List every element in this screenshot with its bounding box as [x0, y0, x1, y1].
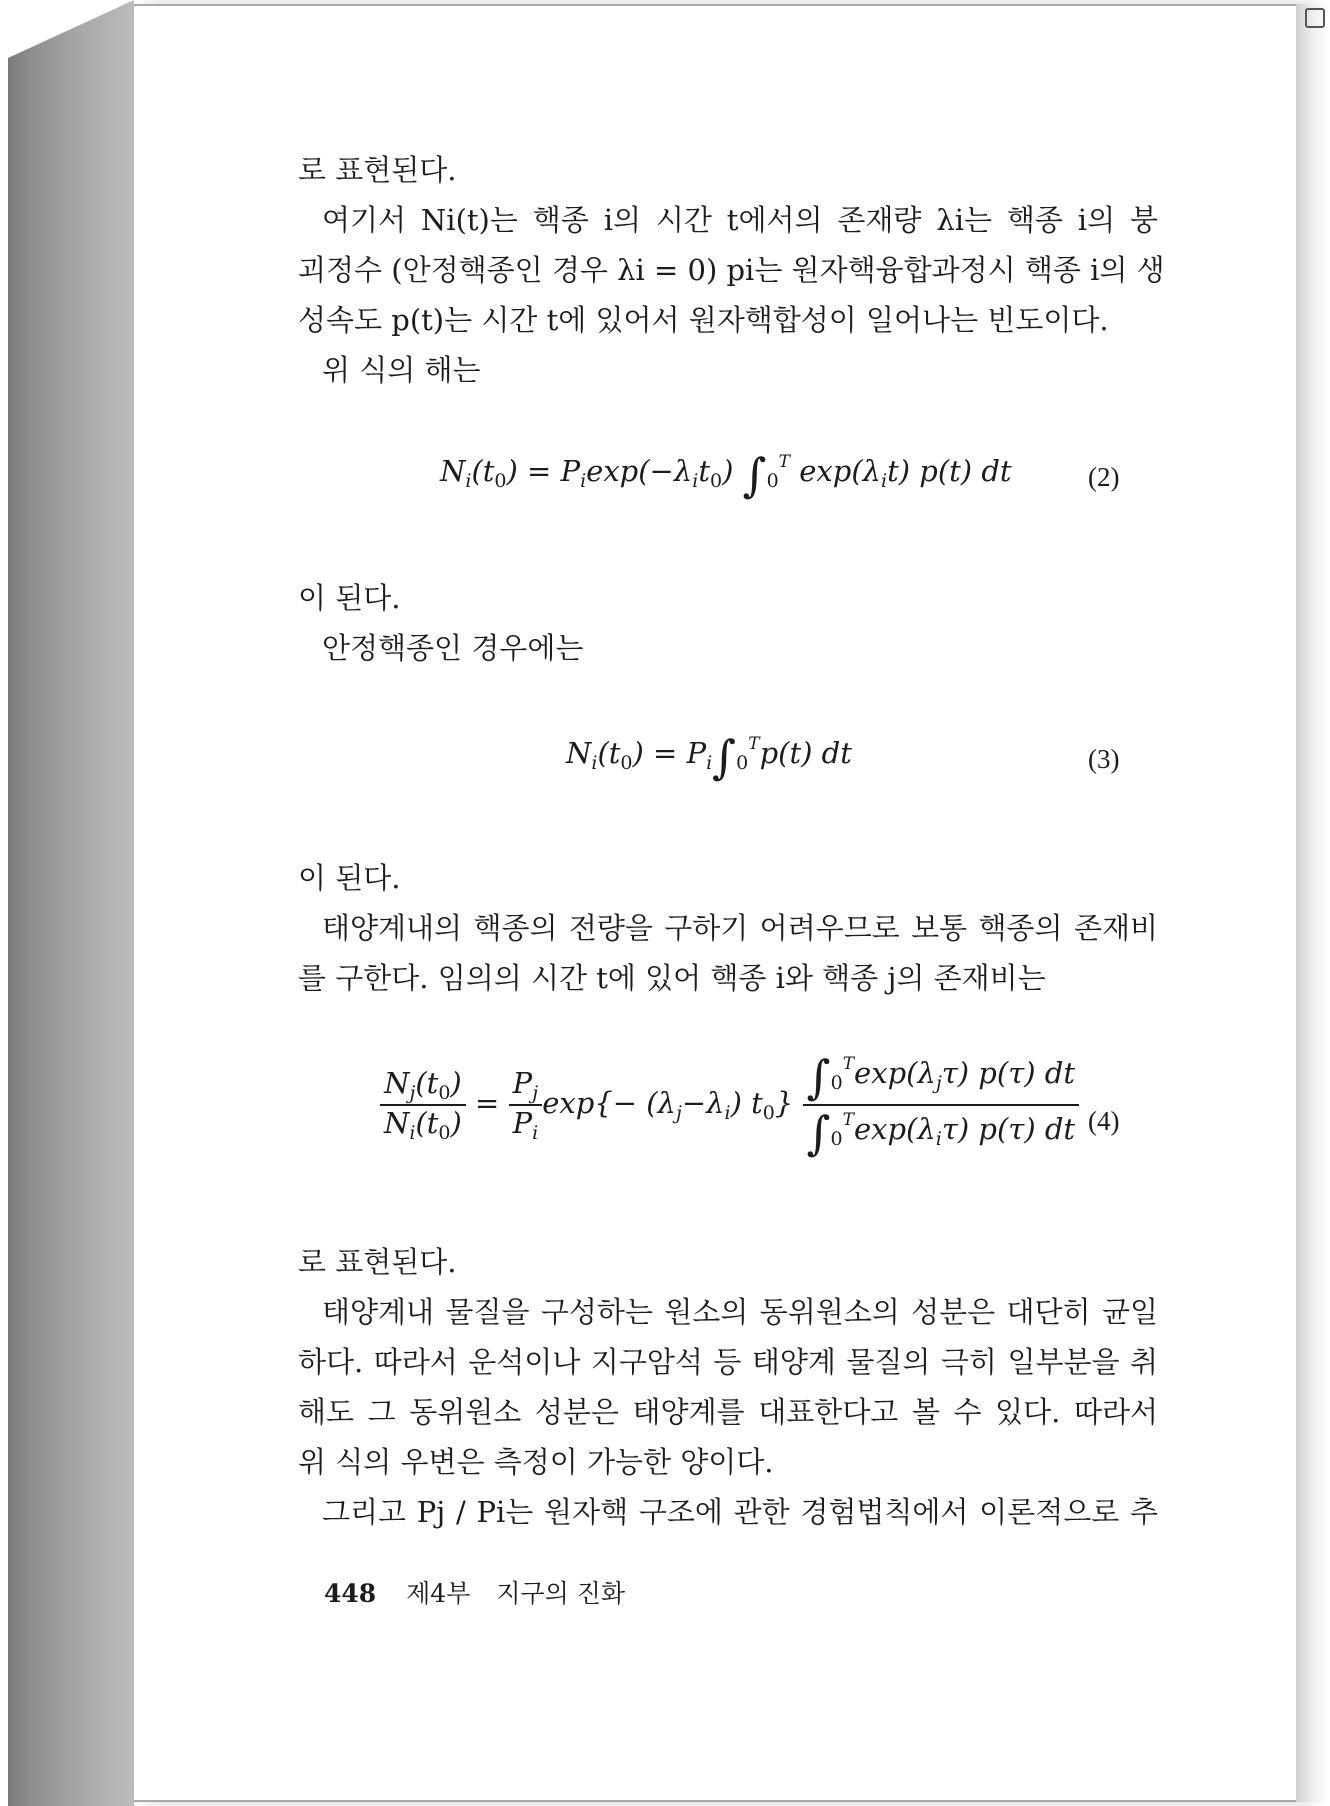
paragraph-line: 성속도 p(t)는 시간 t에 있어서 원자핵합성이 일어나는 빈도이다. — [298, 303, 1109, 337]
paragraph-line: 이 된다. — [298, 861, 401, 895]
page-footer — [324, 1574, 625, 1610]
paragraph-line: 로 표현된다. — [298, 153, 457, 187]
page-edge-shadow — [1296, 4, 1330, 1802]
book-spine-top — [8, 0, 134, 58]
paragraph-line: 로 표현된다. — [298, 1245, 457, 1279]
footer-chapter: 지구의 진화 — [496, 1579, 626, 1608]
paragraph-line: 하다. 따라서 운석이나 지구암석 등 태양계 물질의 극히 일부분을 취 — [298, 1345, 1158, 1379]
paragraph-line: 위 식의 우변은 측정이 가능한 양이다. — [298, 1445, 774, 1479]
paragraph-line: 이 된다. — [298, 581, 401, 615]
window-corner-icon — [1305, 8, 1325, 28]
paragraph-line: 안정핵종인 경우에는 — [322, 631, 584, 665]
equation-number: (4) — [1088, 1106, 1120, 1136]
paragraph-line: 괴정수 (안정핵종인 경우 λi = 0) pi는 원자핵융합과정시 핵종 i의 생 — [298, 253, 1165, 287]
book-spine — [8, 0, 134, 1806]
equation-number: (3) — [1088, 744, 1120, 774]
page-number: 448 — [324, 1579, 377, 1608]
paragraph-line: 를 구한다. 임의의 시간 t에 있어 핵종 i와 핵종 j의 존재비는 — [298, 961, 1046, 995]
paragraph-line: 태양계내의 핵종의 전량을 구하기 어려우므로 보통 핵종의 존재비 — [322, 911, 1158, 945]
equation-2: $N_i(t_0) = P_i\exp(-\lambda_it_0)$ $\int_0^T$ $\exp(\lambda_it)$ p(t) dt — [440, 448, 1012, 502]
footer-part: 제4부 — [406, 1579, 471, 1608]
paragraph-line: 태양계내 물질을 구성하는 원소의 동위원소의 성분은 대단히 균일 — [322, 1295, 1158, 1329]
paragraph-line: 위 식의 해는 — [322, 353, 481, 387]
paragraph-line: 여기서 Ni(t)는 핵종 i의 시간 t에서의 존재량 λi는 핵종 i의 붕 — [322, 203, 1158, 237]
paragraph-line: 해도 그 동위원소 성분은 태양계를 대표한다고 볼 수 있다. 따라서 — [298, 1395, 1158, 1429]
equation-number: (2) — [1088, 462, 1120, 492]
equation-4: $\frac{N_j(t_0)}{N_i(t_0)}$ = $\frac{P_j}{P_i}$ $\exp\{- (\lambda_j-\lambda_i)$ $t_0$} $\frac{\int_0^T\exp(\lambda_j\tau) p(\tau) dt}{\int_0^T\exp(\lambda_i\tau) p(\tau) dt}$ — [380, 1050, 1079, 1160]
paragraph-line: 그리고 Pj / Pi는 원자핵 구조에 관한 경험법칙에서 이론적으로 추 — [322, 1495, 1158, 1529]
equation-3: $N_i(t_0) = P_i\int_0^Tp(t)$ dt — [566, 730, 852, 784]
